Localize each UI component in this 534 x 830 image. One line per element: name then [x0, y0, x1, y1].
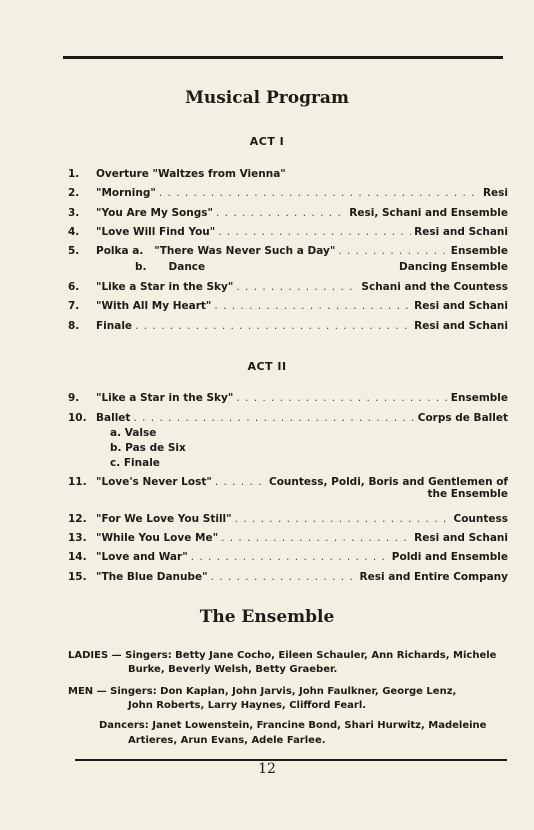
item-number: 2.	[68, 187, 80, 199]
men-line-2: John Roberts, Larry Haynes, Clifford Fearl.	[128, 700, 367, 711]
ballet-part: a. Valse	[110, 427, 157, 439]
item-title: "Love and War"	[96, 551, 188, 563]
leader-dots	[338, 243, 448, 259]
leader-dots	[235, 511, 451, 527]
item-number: 1.	[68, 168, 80, 180]
item-number: 12.	[68, 513, 87, 525]
sub-label: b.	[135, 261, 147, 273]
program-item	[68, 390, 508, 406]
program-item	[68, 224, 508, 240]
item-performers: Corps de Ballet	[417, 412, 508, 424]
item-title: "For We Love You Still"	[96, 513, 232, 525]
item-performers: Resi and Schani	[414, 300, 508, 312]
program-item	[68, 410, 508, 426]
dancers-line-1: Dancers: Janet Lowenstein, Francine Bond, Shari Hurwitz, Madeleine	[99, 720, 487, 731]
top-rule	[63, 56, 503, 59]
program-item	[68, 318, 508, 334]
item-title: "With All My Heart"	[96, 300, 212, 312]
item-number: 13.	[68, 532, 87, 544]
item-title: Ballet	[96, 412, 131, 424]
leader-dots	[135, 318, 411, 334]
leader-dots	[159, 185, 480, 201]
item-performers: Resi, Schani and Ensemble	[349, 207, 508, 219]
ensemble-heading: The Ensemble	[199, 607, 335, 627]
leader-dots	[218, 224, 411, 240]
ladies-line-2: Burke, Beverly Welsh, Betty Graeber.	[128, 664, 338, 675]
item-title: Overture "Waltzes from Vienna"	[96, 168, 286, 180]
item-title: "Morning"	[96, 187, 156, 199]
item-number: 6.	[68, 281, 80, 293]
item-performers: Countess	[453, 513, 508, 525]
item-title: "The Blue Danube"	[96, 571, 208, 583]
men-line-1: MEN — Singers: Don Kaplan, John Jarvis, John Faulkner, George Lenz,	[68, 686, 457, 697]
item-title: Polka a. "There Was Never Such a Day"	[96, 245, 336, 257]
program-item	[68, 530, 508, 546]
item-number: 9.	[68, 392, 80, 404]
musical-program-heading: Musical Program	[185, 88, 349, 108]
leader-dots	[221, 530, 411, 546]
item-number: 8.	[68, 320, 80, 332]
item-performers: Countess, Poldi, Boris and Gentlemen of	[269, 476, 508, 488]
item-performers: Ensemble	[450, 245, 508, 257]
leader-dots	[214, 298, 411, 314]
leader-dots	[191, 549, 389, 565]
leader-dots	[215, 474, 266, 490]
polka-sub-item	[68, 259, 508, 275]
program-item	[68, 511, 508, 527]
item-number: 11.	[68, 476, 87, 488]
leader-dots	[236, 390, 447, 406]
item-performers: Poldi and Ensemble	[391, 551, 508, 563]
item-number: 15.	[68, 571, 87, 583]
ballet-part: b. Pas de Six	[110, 442, 186, 454]
item-title: "Love's Never Lost"	[96, 476, 212, 488]
act-2-title: ACT II	[247, 360, 287, 373]
item-number: 7.	[68, 300, 80, 312]
ballet-part: c. Finale	[110, 457, 160, 469]
leader-dots	[211, 569, 357, 585]
ladies-line-1: LADIES — Singers: Betty Jane Cocho, Eileen Schauler, Ann Richards, Michele	[68, 650, 497, 661]
item-performers: Resi and Entire Company	[359, 571, 508, 583]
item-title: "Love Will Find You"	[96, 226, 216, 238]
leader-dots	[236, 279, 358, 295]
item-performers: Resi and Schani	[414, 320, 508, 332]
program-item	[68, 185, 508, 201]
item-number: 3.	[68, 207, 80, 219]
item-performers: Resi and Schani	[414, 226, 508, 238]
item-number: 10.	[68, 412, 87, 424]
item-title: "You Are My Songs"	[96, 207, 213, 219]
item-performers: Ensemble	[450, 392, 508, 404]
item-title: Finale	[96, 320, 133, 332]
item-performers: Resi and Schani	[414, 532, 508, 544]
program-item	[68, 166, 508, 182]
sub-performers: Dancing Ensemble	[399, 261, 508, 273]
item-number: 5.	[68, 245, 80, 257]
program-item	[68, 549, 508, 565]
act-1-title: ACT I	[249, 135, 285, 148]
program-item	[68, 279, 508, 295]
item-title: "While You Love Me"	[96, 532, 219, 544]
item-performers: Resi	[482, 187, 508, 199]
program-item	[68, 243, 508, 259]
item-number: 4.	[68, 226, 80, 238]
page-number: 12	[258, 761, 276, 777]
leader-dots	[216, 205, 346, 221]
program-item	[68, 569, 508, 585]
sub-title: Dance	[168, 261, 206, 273]
item-title: "Like a Star in the Sky"	[96, 281, 234, 293]
item-11-continuation: the Ensemble	[427, 488, 508, 500]
program-item	[68, 298, 508, 314]
item-title: "Like a Star in the Sky"	[96, 392, 234, 404]
item-performers: Schani and the Countess	[361, 281, 508, 293]
dancers-line-2: Artieres, Arun Evans, Adele Farlee.	[128, 735, 326, 746]
item-number: 14.	[68, 551, 87, 563]
leader-dots	[133, 410, 414, 426]
program-item	[68, 205, 508, 221]
